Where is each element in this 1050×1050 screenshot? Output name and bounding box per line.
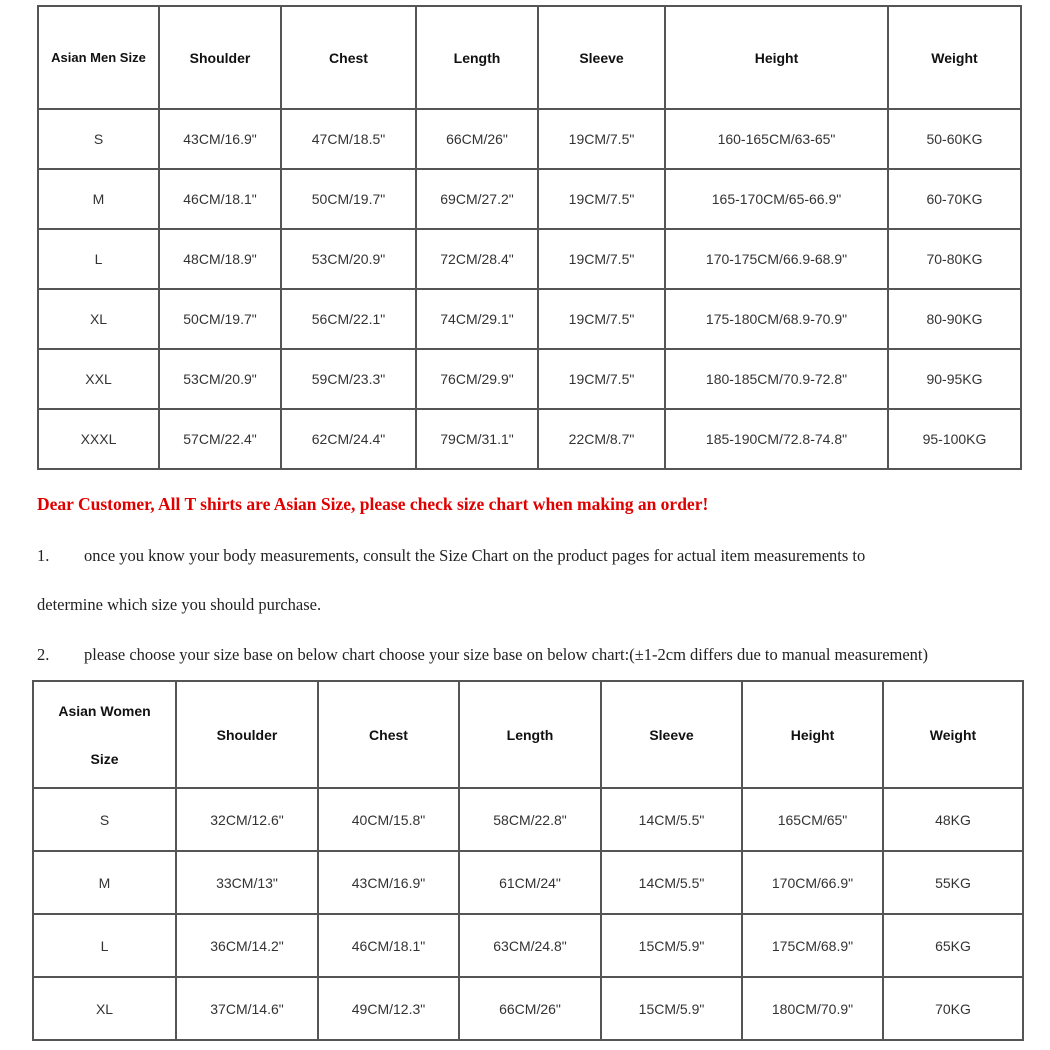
measurement-cell: 50CM/19.7" xyxy=(159,289,281,349)
measurement-cell: 33CM/13" xyxy=(176,851,318,914)
measurement-cell: 50-60KG xyxy=(888,109,1021,169)
header-height: Height xyxy=(742,681,883,788)
instruction-number: 1. xyxy=(37,546,50,565)
instruction-text-cont: determine which size you should purchase. xyxy=(37,595,322,614)
measurement-cell: 170CM/66.9" xyxy=(742,851,883,914)
table-header-row xyxy=(38,6,1021,109)
measurement-cell: 59CM/23.3" xyxy=(281,349,416,409)
size-cell: XL xyxy=(33,977,176,1040)
measurement-cell: 90-95KG xyxy=(888,349,1021,409)
header-shoulder: Shoulder xyxy=(176,681,318,788)
measurement-cell: 14CM/5.5" xyxy=(601,788,742,851)
measurement-cell: 46CM/18.1" xyxy=(159,169,281,229)
measurement-cell: 15CM/5.9" xyxy=(601,977,742,1040)
measurement-cell: 43CM/16.9" xyxy=(318,851,459,914)
header-size xyxy=(33,681,176,788)
measurement-cell: 19CM/7.5" xyxy=(538,109,665,169)
measurement-cell: 175CM/68.9" xyxy=(742,914,883,977)
header-size-line2: Size xyxy=(90,750,119,767)
header-size-line1: Asian Women xyxy=(58,702,151,719)
measurement-cell: 66CM/26" xyxy=(459,977,601,1040)
measurement-cell: 53CM/20.9" xyxy=(281,229,416,289)
table-row xyxy=(38,229,1021,289)
measurement-cell: 48KG xyxy=(883,788,1023,851)
header-sleeve: Sleeve xyxy=(601,681,742,788)
table-header-row xyxy=(33,681,1023,788)
header-weight: Weight xyxy=(883,681,1023,788)
measurement-cell: 55KG xyxy=(883,851,1023,914)
measurement-cell: 19CM/7.5" xyxy=(538,169,665,229)
measurement-cell: 69CM/27.2" xyxy=(416,169,538,229)
header-sleeve: Sleeve xyxy=(538,6,665,109)
table-row xyxy=(33,914,1023,977)
measurement-cell: 79CM/31.1" xyxy=(416,409,538,469)
measurement-cell: 37CM/14.6" xyxy=(176,977,318,1040)
measurement-cell: 47CM/18.5" xyxy=(281,109,416,169)
measurement-cell: 49CM/12.3" xyxy=(318,977,459,1040)
measurement-cell: 70-80KG xyxy=(888,229,1021,289)
measurement-cell: 19CM/7.5" xyxy=(538,289,665,349)
size-cell: S xyxy=(38,109,159,169)
measurement-cell: 50CM/19.7" xyxy=(281,169,416,229)
measurement-cell: 165CM/65" xyxy=(742,788,883,851)
measurement-cell: 19CM/7.5" xyxy=(538,349,665,409)
header-weight: Weight xyxy=(888,6,1021,109)
table-row xyxy=(38,109,1021,169)
measurement-cell: 61CM/24" xyxy=(459,851,601,914)
measurement-cell: 180CM/70.9" xyxy=(742,977,883,1040)
instruction-text: once you know your body measurements, consult the Size Chart on the product pages for actual item measurements to xyxy=(84,546,866,565)
table-row xyxy=(38,349,1021,409)
measurement-cell: 46CM/18.1" xyxy=(318,914,459,977)
measurement-cell: 53CM/20.9" xyxy=(159,349,281,409)
measurement-cell: 95-100KG xyxy=(888,409,1021,469)
measurement-cell: 15CM/5.9" xyxy=(601,914,742,977)
header-height: Height xyxy=(665,6,888,109)
measurement-cell: 14CM/5.5" xyxy=(601,851,742,914)
header-chest: Chest xyxy=(318,681,459,788)
measurement-cell: 170-175CM/66.9-68.9" xyxy=(665,229,888,289)
instruction-number: 2. xyxy=(37,645,50,664)
notice-text: Dear Customer, All T shirts are Asian Size, please check size chart when making an order! xyxy=(37,494,709,514)
size-cell: XXXL xyxy=(38,409,159,469)
measurement-cell: 48CM/18.9" xyxy=(159,229,281,289)
measurement-cell: 36CM/14.2" xyxy=(176,914,318,977)
header-length: Length xyxy=(416,6,538,109)
size-cell: XXL xyxy=(38,349,159,409)
men-size-table xyxy=(37,5,1022,470)
measurement-cell: 60-70KG xyxy=(888,169,1021,229)
measurement-cell: 56CM/22.1" xyxy=(281,289,416,349)
measurement-cell: 70KG xyxy=(883,977,1023,1040)
measurement-cell: 32CM/12.6" xyxy=(176,788,318,851)
size-cell: M xyxy=(33,851,176,914)
instruction-text: please choose your size base on below chart choose your size base on below chart:(±1-2cm differs due to manual measurement) xyxy=(84,645,928,664)
measurement-cell: 57CM/22.4" xyxy=(159,409,281,469)
measurement-cell: 80-90KG xyxy=(888,289,1021,349)
measurement-cell: 66CM/26" xyxy=(416,109,538,169)
table-row xyxy=(38,169,1021,229)
header-size: Asian Men Size xyxy=(38,6,159,109)
measurement-cell: 185-190CM/72.8-74.8" xyxy=(665,409,888,469)
header-chest: Chest xyxy=(281,6,416,109)
measurement-cell: 76CM/29.9" xyxy=(416,349,538,409)
measurement-cell: 63CM/24.8" xyxy=(459,914,601,977)
table-row xyxy=(33,977,1023,1040)
measurement-cell: 180-185CM/70.9-72.8" xyxy=(665,349,888,409)
measurement-cell: 160-165CM/63-65" xyxy=(665,109,888,169)
table-row xyxy=(38,289,1021,349)
measurement-cell: 22CM/8.7" xyxy=(538,409,665,469)
header-length: Length xyxy=(459,681,601,788)
measurement-cell: 19CM/7.5" xyxy=(538,229,665,289)
women-size-table xyxy=(32,680,1024,1041)
table-row xyxy=(33,851,1023,914)
table-row xyxy=(33,788,1023,851)
size-cell: S xyxy=(33,788,176,851)
size-cell: L xyxy=(33,914,176,977)
size-cell: L xyxy=(38,229,159,289)
measurement-cell: 40CM/15.8" xyxy=(318,788,459,851)
measurement-cell: 43CM/16.9" xyxy=(159,109,281,169)
size-cell: XL xyxy=(38,289,159,349)
measurement-cell: 62CM/24.4" xyxy=(281,409,416,469)
header-shoulder: Shoulder xyxy=(159,6,281,109)
measurement-cell: 65KG xyxy=(883,914,1023,977)
measurement-cell: 74CM/29.1" xyxy=(416,289,538,349)
table-row xyxy=(38,409,1021,469)
measurement-cell: 72CM/28.4" xyxy=(416,229,538,289)
measurement-cell: 165-170CM/65-66.9" xyxy=(665,169,888,229)
size-cell: M xyxy=(38,169,159,229)
measurement-cell: 58CM/22.8" xyxy=(459,788,601,851)
measurement-cell: 175-180CM/68.9-70.9" xyxy=(665,289,888,349)
